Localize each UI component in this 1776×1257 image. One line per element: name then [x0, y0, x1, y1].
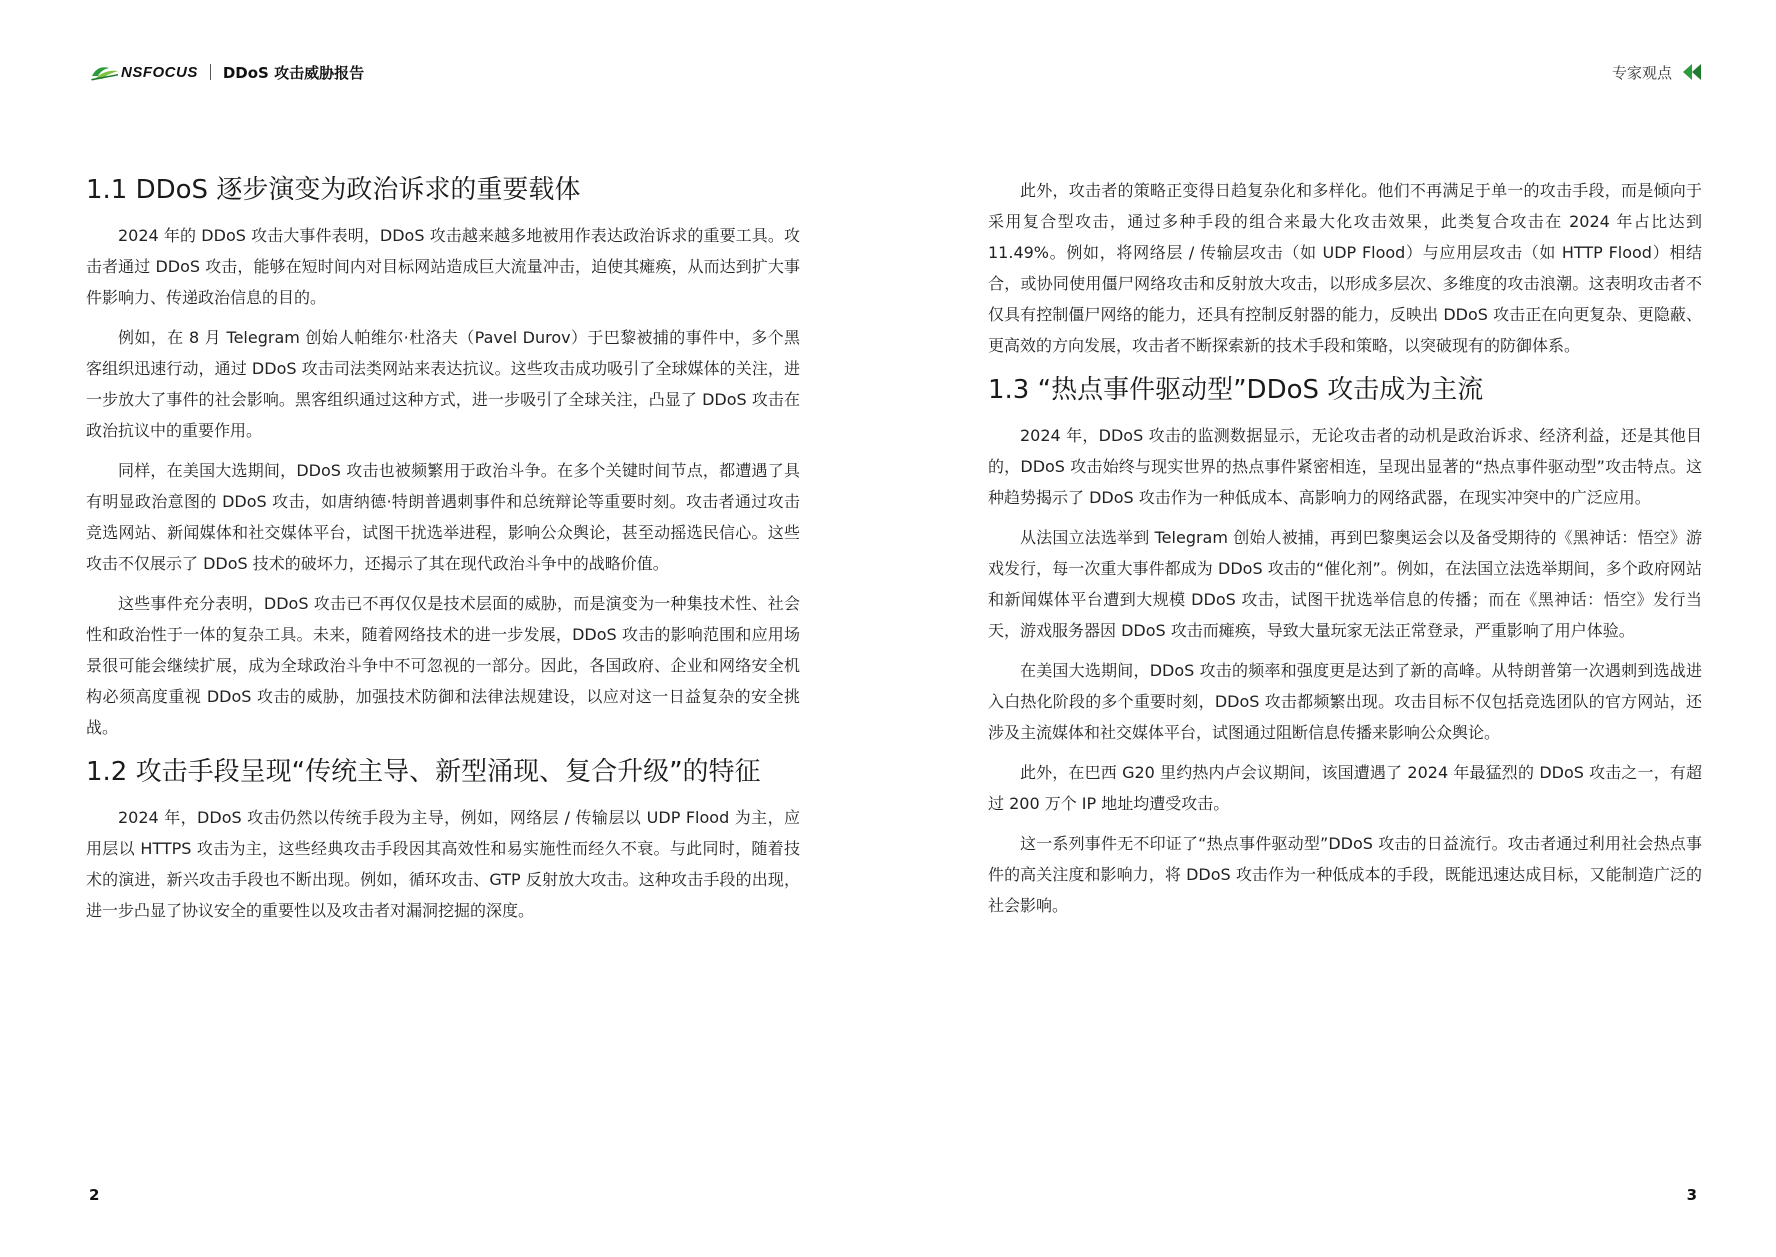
logo-text: NSFOCUS — [121, 63, 198, 81]
paragraph: 在美国大选期间，DDoS 攻击的频率和强度更是达到了新的高峰。从特朗普第一次遇刺到选战进入白热化阶段的多个重要时刻，DDoS 攻击都频繁出现。攻击目标不仅包括竞选团队的官方网站，还涉及主流媒体和社交媒体平台，试图通过阻断信息传播来影响公众舆论。 — [988, 661, 1702, 742]
paragraph: 2024 年，DDoS 攻击仍然以传统手段为主导，例如，网络层 / 传输层以 UDP Flood 为主，应用层以 HTTPS 攻击为主，这些经典攻击手段因其高效性和易实施性而经久不衰。与此同时，随着技术的演进，新兴攻击手段也不断出现。例如，循环攻击、GTP 反射放大攻击。这种攻击手段的出现，进一步凸显了协议安全的重要性以及攻击者对漏洞挖掘的深度。 — [86, 808, 800, 920]
header-section — [1612, 59, 1702, 85]
header-divider — [210, 64, 211, 80]
logo-swoosh-icon — [90, 62, 120, 82]
paragraph: 此外，在巴西 G20 里约热内卢会议期间，该国遭遇了 2024 年最猛烈的 DDoS 攻击之一，有超过 200 万个 IP 地址均遭受攻击。 — [988, 763, 1702, 813]
right-page-column — [988, 175, 1702, 930]
paragraph: 这一系列事件无不印证了“热点事件驱动型”DDoS 攻击的日益流行。攻击者通过利用社会热点事件的高关注度和影响力，将 DDoS 攻击作为一种低成本的手段，既能迅速达成目标，又能制造广泛的社会影响。 — [988, 834, 1702, 915]
page-number-right: 3 — [1686, 1186, 1697, 1204]
section-title: 1.3 “热点事件驱动型”DDoS 攻击成为主流 — [988, 375, 1484, 405]
paragraph: 例如，在 8 月 Telegram 创始人帕维尔·杜洛夫（Pavel Durov）于巴黎被捕的事件中，多个黑客组织迅速行动，通过 DDoS 攻击司法类网站来表达抗议。这些攻击成功吸引了全球媒体的关注，进一步放大了事件的社会影响。黑客组织通过这种方式，进一步吸引了全球关注，凸显了 DDoS 攻击在政治抗议中的重要作用。 — [86, 328, 800, 440]
section-title: 1.2 攻击手段呈现“传统主导、新型涌现、复合升级”的特征 — [86, 757, 761, 787]
section-title: 1.1 DDoS 逐步演变为政治诉求的重要载体 — [86, 175, 581, 205]
left-page-column — [86, 170, 800, 935]
header-brand — [90, 59, 364, 85]
paragraph: 这些事件充分表明，DDoS 攻击已不再仅仅是技术层面的威胁，而是演变为一种集技术性、社会性和政治性于一体的复杂工具。未来，随着网络技术的进一步发展，DDoS 攻击的影响范围和应用场景很可能会继续扩展，成为全球政治斗争中不可忽视的一部分。因此，各国政府、企业和网络安全机构必须高度重视 DDoS 攻击的威胁，加强技术防御和法律法规建设，以应对这一日益复杂的安全挑战。 — [86, 594, 800, 737]
paragraph: 从法国立法选举到 Telegram 创始人被捕，再到巴黎奥运会以及备受期待的《黑神话：悟空》游戏发行，每一次重大事件都成为 DDoS 攻击的“催化剂”。例如，在法国立法选举期间，多个政府网站和新闻媒体平台遭到大规模 DDoS 攻击，试图干扰选举信息的传播；而在《黑神话：悟空》发行当天，游戏服务器因 DDoS 攻击而瘫痪，导致大量玩家无法正常登录，严重影响了用户体验。 — [988, 528, 1702, 640]
paragraph: 2024 年的 DDoS 攻击大事件表明，DDoS 攻击越来越多地被用作表达政治诉求的重要工具。攻击者通过 DDoS 攻击，能够在短时间内对目标网站造成巨大流量冲击，迫使其瘫痪，从而达到扩大事件影响力、传递政治信息的目的。 — [86, 226, 800, 307]
section-label: 专家观点 — [1611, 63, 1672, 82]
report-title: DDoS 攻击威胁报告 — [222, 63, 365, 82]
paragraph: 2024 年，DDoS 攻击的监测数据显示，无论攻击者的动机是政治诉求、经济利益，还是其他目的，DDoS 攻击始终与现实世界的热点事件紧密相连，呈现出显著的“热点事件驱动型”攻击特点。这种趋势揭示了 DDoS 攻击作为一种低成本、高影响力的网络武器，在现实冲突中的广泛应用。 — [988, 426, 1702, 507]
nsfocus-logo — [90, 59, 198, 85]
page-number-left: 2 — [89, 1186, 100, 1204]
paragraph: 同样，在美国大选期间，DDoS 攻击也被频繁用于政治斗争。在多个关键时间节点，都遭遇了具有明显政治意图的 DDoS 攻击，如唐纳德·特朗普遇刺事件和总统辩论等重要时刻。攻击者通过攻击竞选网站、新闻媒体和社交媒体平台，试图干扰选举进程，影响公众舆论，甚至动摇选民信心。这些攻击不仅展示了 DDoS 技术的破坏力，还揭示了其在现代政治斗争中的战略价值。 — [86, 461, 800, 573]
paragraph: 此外，攻击者的策略正变得日趋复杂化和多样化。他们不再满足于单一的攻击手段，而是倾向于采用复合型攻击，通过多种手段的组合来最大化攻击效果，此类复合攻击在 2024 年占比达到 11.49%。例如，将网络层 / 传输层攻击（如 UDP Flood）与应用层攻击（如 HTTP Flood）相结合，或协同使用僵尸网络攻击和反射放大攻击，以形成多层次、多维度的攻击浪潮。这表明攻击者不仅具有控制僵尸网络的能力，还具有控制反射器的能力，反映出 DDoS 攻击正在向更复杂、更隐蔽、更高效的方向发展，攻击者不断探索新的技术手段和策略，以突破现有的防御体系。 — [988, 181, 1702, 355]
double-chevron-left-icon — [1682, 63, 1702, 81]
